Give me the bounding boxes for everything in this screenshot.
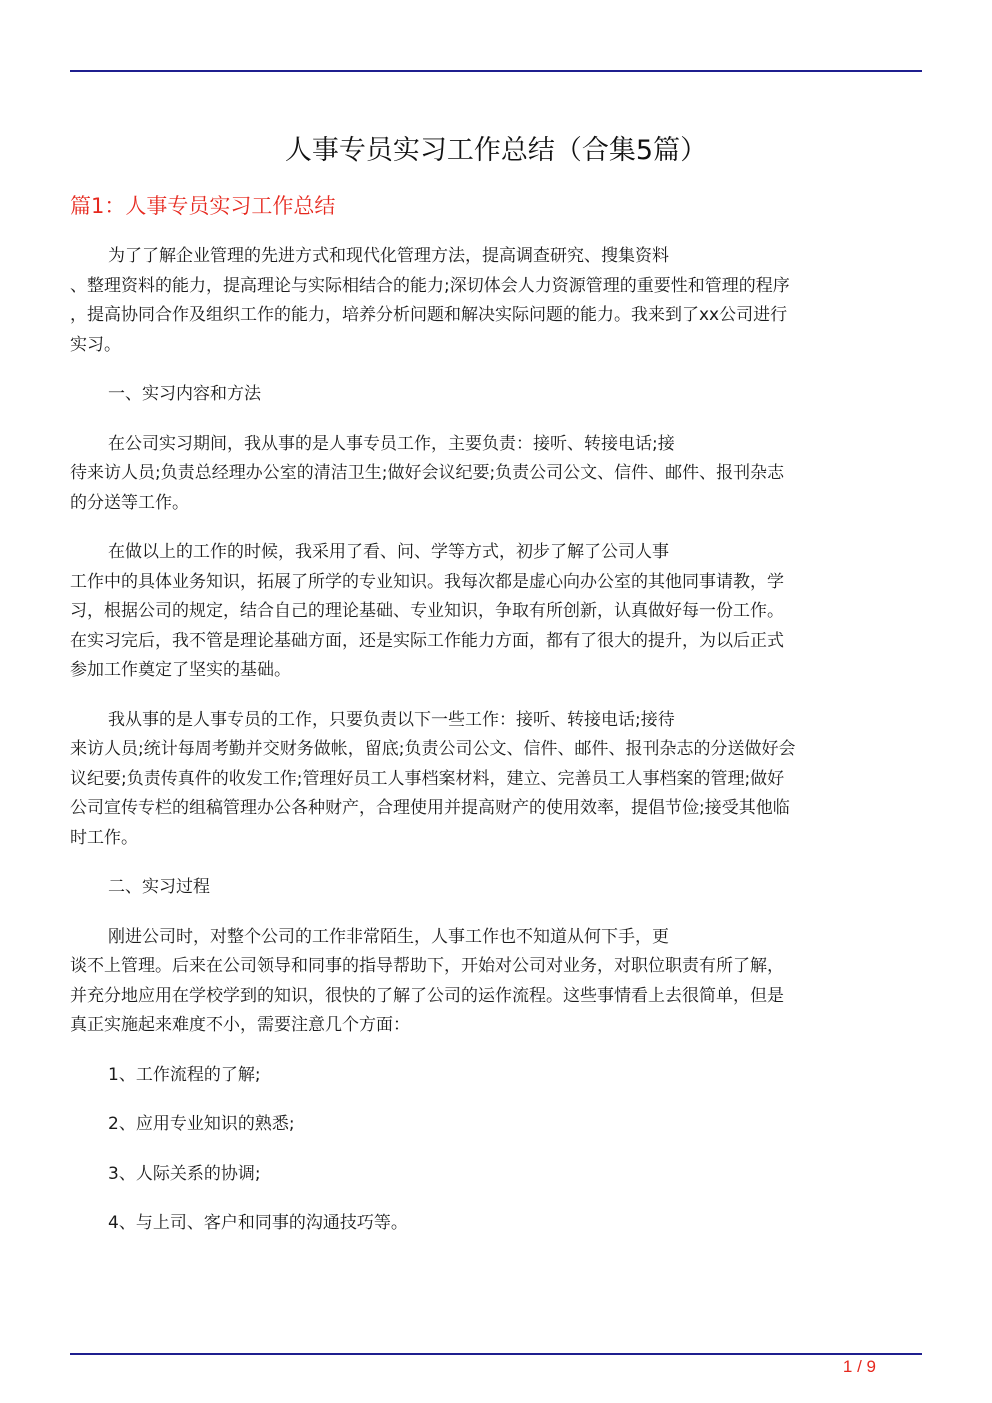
paragraph: 在做以上的工作的时候，我采用了看、问、学等方式，初步了解了公司人事 工作中的具体业务知识，拓展了所学的专业知识。我每次都是虚心向办公室的其他同事请教，学 习，根据公司的规定，结合自己的理论基础、专业知识，争取有所创新，认真做好每一份工作。 在实习完后，我不管是理论基础方面，还是实际工作能力方面，都有了很大的提升，为以后正式 参加工作奠定了坚实的基础。: [70, 542, 784, 680]
document-body: [70, 242, 922, 1259]
page-number: 1 / 9: [842, 1357, 876, 1376]
list-item: 3、人际关系的协调;: [108, 1163, 261, 1184]
list-item: 1、工作流程的了解;: [108, 1064, 261, 1085]
section-title: 篇1：人事专员实习工作总结: [70, 194, 336, 218]
paragraph: 我从事的是人事专员的工作，只要负责以下一些工作：接听、转接电话;接待 来访人员;统计每周考勤并交财务做帐，留底;负责公司公文、信件、邮件、报刊杂志的分送做好会 议纪要;负责传真件的收发工作;管理好员工人事档案材料，建立、完善员工人事档案的管理;做好 公司宣传专栏的组稿管理办公各种财产，合理使用并提高财产的使用效率，提倡节俭;接受其他临 时工作。: [70, 709, 796, 848]
footer-rule: [70, 1353, 922, 1355]
list-item: 4、与上司、客户和同事的沟通技巧等。: [108, 1213, 408, 1233]
paragraph: 刚进公司时，对整个公司的工作非常陌生，人事工作也不知道从何下手，更 谈不上管理。后来在公司领导和同事的指导帮助下，开始对公司对业务，对职位职责有所了解， 并充分地应用在学校学到的知识，很快的了解了公司的运作流程。这些事情看上去很简单，但是 真正实施起来难度不小，需要注意几个方面：: [70, 926, 784, 1035]
subheading: 二、实习过程: [108, 877, 210, 897]
paragraph: 在公司实习期间，我从事的是人事专员工作，主要负责：接听、转接电话;接 待来访人员;负责总经理办公室的清洁卫生;做好会议纪要;负责公司公文、信件、邮件、报刊杂志 的分送等工作。: [70, 433, 785, 513]
list-item: 2、应用专业知识的熟悉;: [108, 1114, 295, 1134]
header-rule: [70, 70, 922, 72]
subheading: 一、实习内容和方法: [108, 384, 261, 404]
document-title: 人事专员实习工作总结（合集5篇）: [284, 135, 708, 166]
paragraph: 为了了解企业管理的先进方式和现代化管理方法，提高调查研究、搜集资料 、整理资料的能力，提高理论与实际相结合的能力;深切体会人力资源管理的重要性和管理的程序 ，提高协同合作及组织工作的能力，培养分析问题和解决实际问题的能力。我来到了xx公司进行 实习。: [70, 246, 790, 355]
